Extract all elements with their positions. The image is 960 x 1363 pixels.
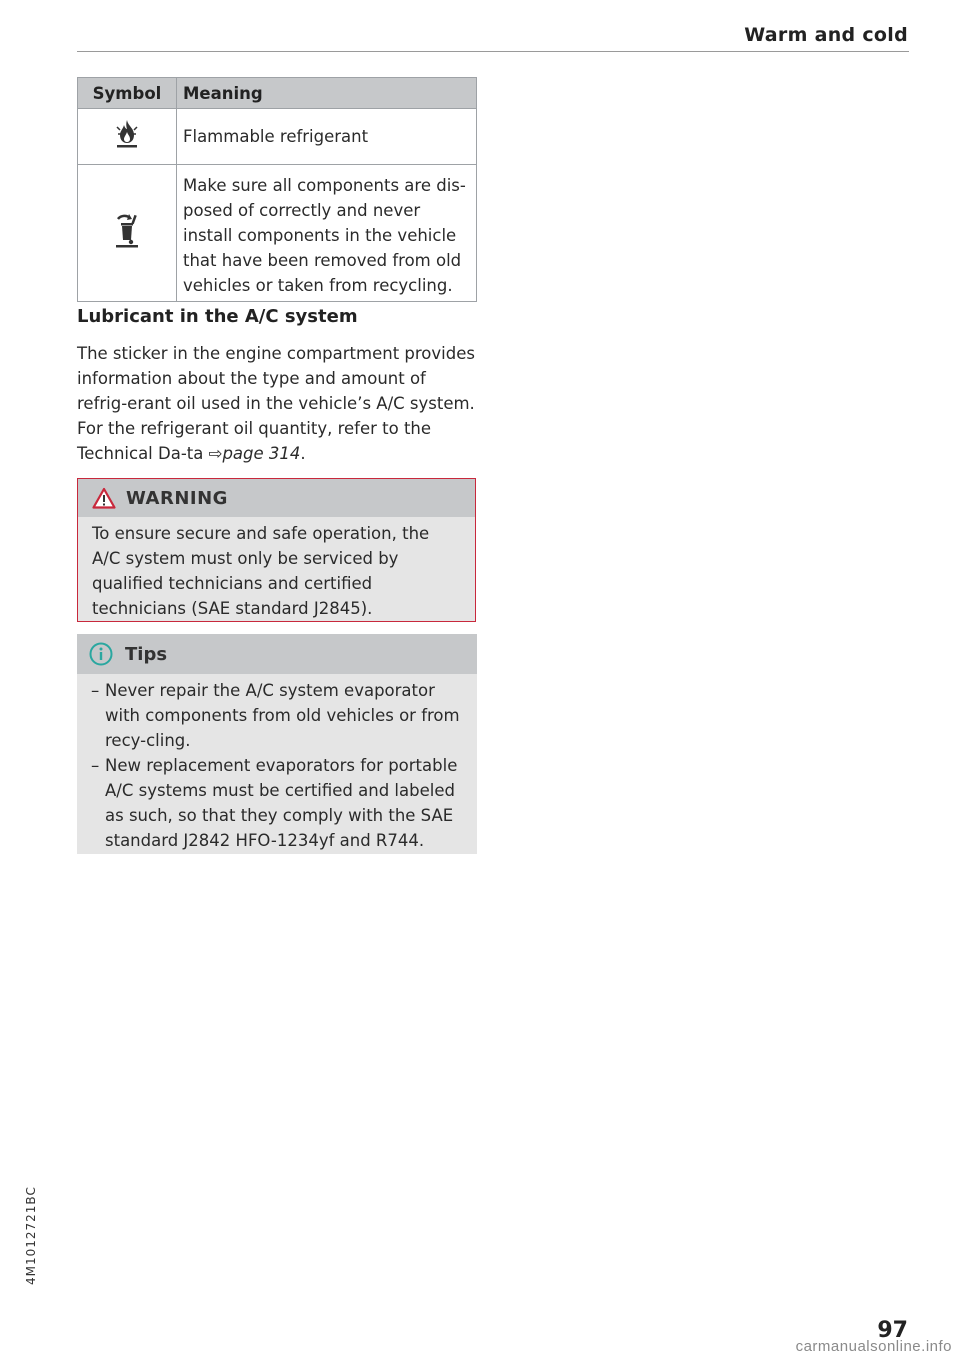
warning-header [78,479,475,517]
page-ref-arrow-icon: ⇨ [208,444,223,463]
info-icon [89,642,113,666]
document-code: 4M1012721BC [24,1186,38,1285]
meaning-cell: Flammable refrigerant [177,109,477,165]
warning-box [77,478,476,622]
lubricant-heading: Lubricant in the A/C system [77,306,358,327]
list-item: – New replacement evaporators for portable A/C systems must be certified and labeled as such, so that they comply with the SAE standard J2842 HFO-1234yf and R744. [91,756,458,850]
header-rule [77,51,909,52]
warning-text: To ensure secure and safe operation, the A/C system must only be serviced by qualified technicians and certified technicians (SAE standard J2845). [92,524,430,618]
symbol-cell [78,165,177,302]
tips-header [77,634,477,674]
flammable-icon [113,118,141,148]
section-title: Warm and cold [744,24,908,46]
page-ref-end: . [300,444,306,463]
column-header-symbol: Symbol [78,78,177,109]
table-row [78,165,477,302]
lubricant-text: The sticker in the engine compartment provides information about the type and amount of refrig-erant oil used in the vehicle’s A/C system. For the refrigerant oil quantity, refer to the Technical Da-ta [77,344,475,463]
watermark: carmanualsonline.info [795,1338,952,1355]
symbol-cell [78,109,177,165]
tips-box [77,634,477,854]
recycling-bin-icon [112,211,142,249]
table-header-row [78,78,477,109]
list-item: – Never repair the A/C system evaporator with components from old vehicles or from recy-cling. [91,681,460,750]
warning-title: WARNING [126,487,228,509]
meaning-cell: Make sure all components are dis-posed of correctly and never install components in the vehicle that have been removed from old vehicles or taken from recycling. [177,165,477,302]
page-number: 97 [877,1318,908,1343]
page-ref-link[interactable]: page 314 [222,444,301,463]
tips-list [77,674,477,853]
table-row [78,109,477,165]
tips-title: Tips [125,643,168,665]
symbol-table [77,77,477,302]
lubricant-paragraph [77,341,477,466]
warning-triangle-icon [92,487,116,509]
column-header-meaning: Meaning [177,78,477,109]
